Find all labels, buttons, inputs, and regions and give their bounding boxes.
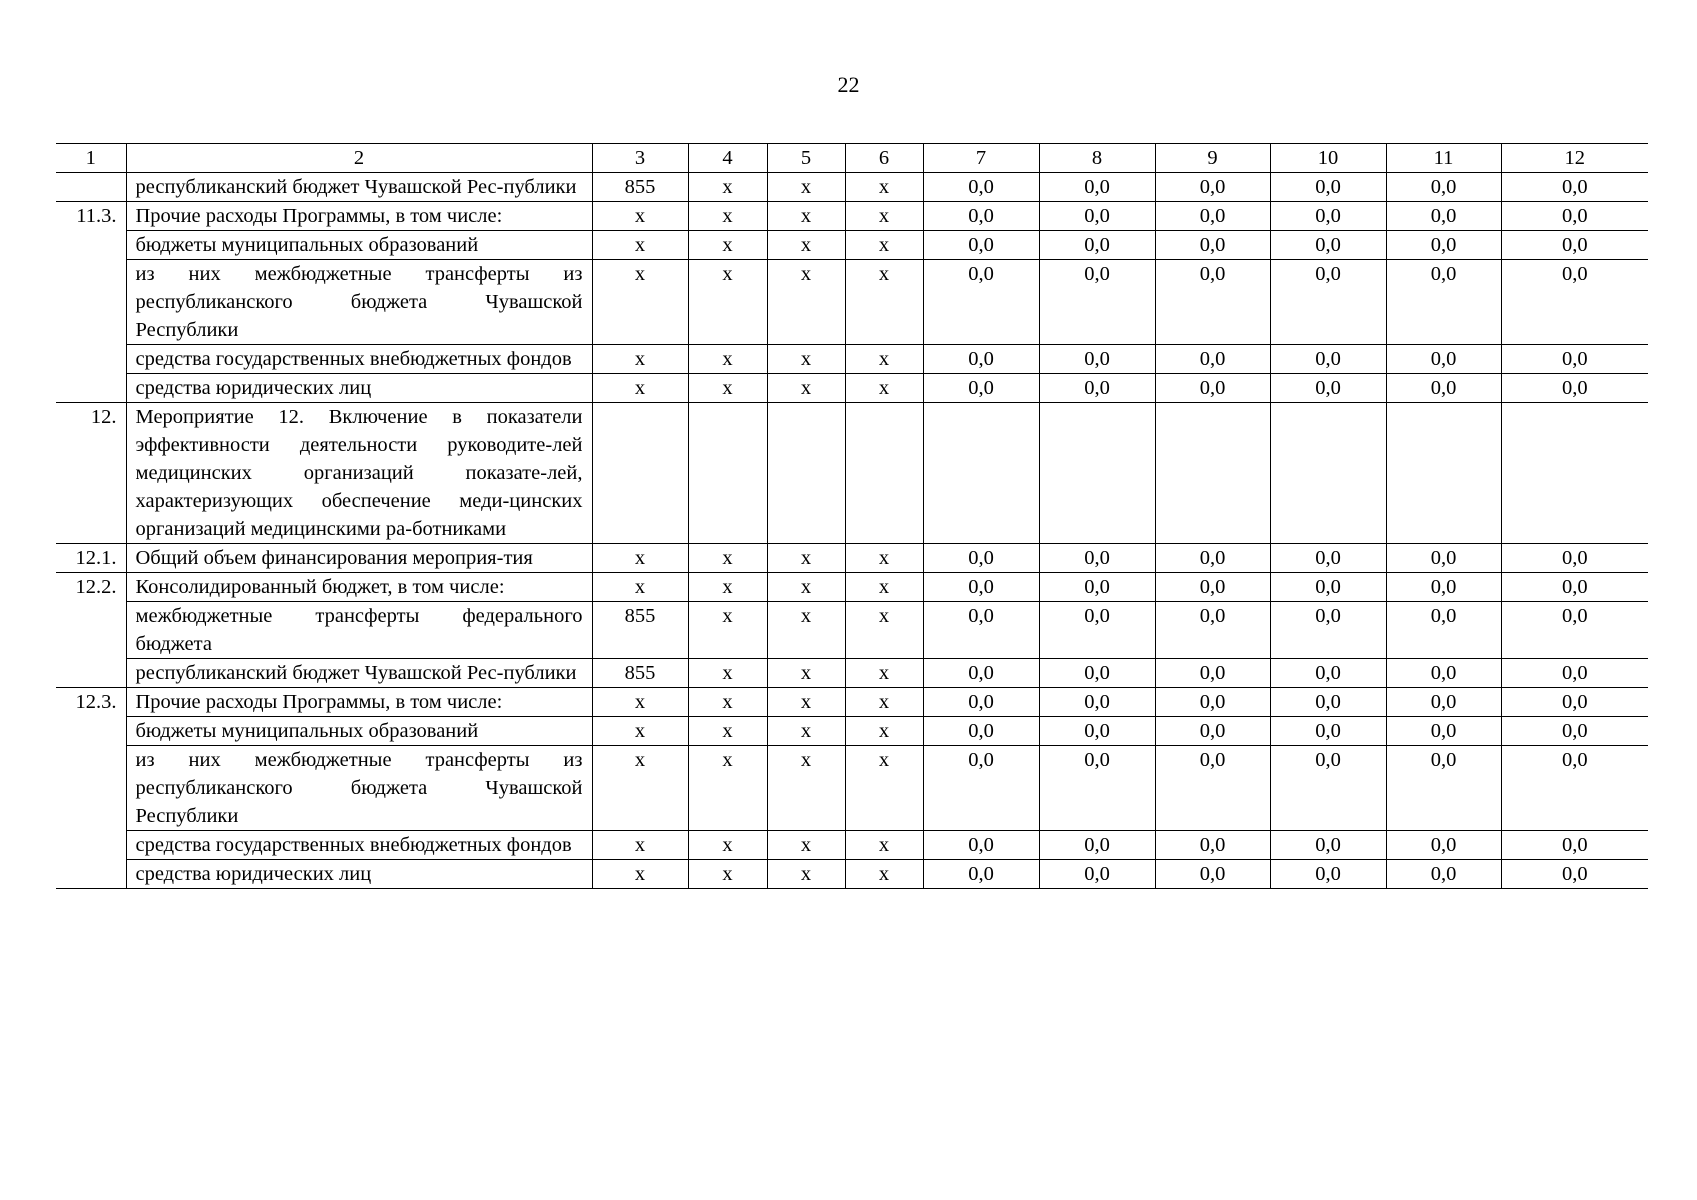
amount-cell bbox=[1501, 403, 1648, 544]
amount-cell: 0,0 bbox=[1039, 260, 1155, 345]
column-header: 9 bbox=[1155, 144, 1270, 173]
amount-cell: 0,0 bbox=[1501, 544, 1648, 573]
amount-cell: 0,0 bbox=[1155, 688, 1270, 717]
table-row bbox=[56, 746, 1648, 831]
amount-cell: 0,0 bbox=[923, 231, 1039, 260]
code-cell: x bbox=[688, 345, 767, 374]
budget-table bbox=[56, 143, 1648, 889]
code-cell: x bbox=[845, 717, 923, 746]
code-cell: x bbox=[767, 746, 845, 831]
row-name: Общий объем финансирования мероприя-тия bbox=[126, 544, 592, 573]
amount-cell: 0,0 bbox=[1155, 831, 1270, 860]
amount-cell: 0,0 bbox=[1155, 260, 1270, 345]
code-cell: x bbox=[688, 260, 767, 345]
amount-cell: 0,0 bbox=[923, 688, 1039, 717]
amount-cell: 0,0 bbox=[1039, 688, 1155, 717]
code-cell: x bbox=[845, 746, 923, 831]
amount-cell: 0,0 bbox=[1270, 374, 1386, 403]
row-name: средства государственных внебюджетных фондов bbox=[126, 345, 592, 374]
code-cell: x bbox=[688, 717, 767, 746]
row-number bbox=[56, 717, 126, 746]
amount-cell: 0,0 bbox=[1039, 374, 1155, 403]
code-cell: x bbox=[688, 544, 767, 573]
code-cell: x bbox=[845, 688, 923, 717]
kbk-code: x bbox=[592, 688, 688, 717]
row-number bbox=[56, 659, 126, 688]
amount-cell: 0,0 bbox=[1270, 231, 1386, 260]
code-cell: x bbox=[767, 573, 845, 602]
table-row bbox=[56, 173, 1648, 202]
kbk-code: x bbox=[592, 573, 688, 602]
code-cell: x bbox=[688, 688, 767, 717]
amount-cell: 0,0 bbox=[1155, 544, 1270, 573]
column-header: 6 bbox=[845, 144, 923, 173]
code-cell: x bbox=[845, 544, 923, 573]
amount-cell: 0,0 bbox=[1501, 659, 1648, 688]
amount-cell: 0,0 bbox=[1501, 688, 1648, 717]
amount-cell: 0,0 bbox=[1501, 831, 1648, 860]
amount-cell: 0,0 bbox=[1386, 345, 1501, 374]
amount-cell: 0,0 bbox=[1270, 717, 1386, 746]
amount-cell: 0,0 bbox=[1386, 746, 1501, 831]
table-row bbox=[56, 860, 1648, 889]
amount-cell: 0,0 bbox=[1270, 602, 1386, 659]
row-number: 12.3. bbox=[56, 688, 126, 717]
amount-cell: 0,0 bbox=[923, 544, 1039, 573]
amount-cell: 0,0 bbox=[1270, 659, 1386, 688]
amount-cell: 0,0 bbox=[1155, 374, 1270, 403]
amount-cell: 0,0 bbox=[1501, 202, 1648, 231]
amount-cell: 0,0 bbox=[1155, 173, 1270, 202]
column-header: 10 bbox=[1270, 144, 1386, 173]
kbk-code: x bbox=[592, 831, 688, 860]
row-number: 12.2. bbox=[56, 573, 126, 602]
code-cell: x bbox=[767, 831, 845, 860]
amount-cell: 0,0 bbox=[1270, 573, 1386, 602]
amount-cell: 0,0 bbox=[1270, 831, 1386, 860]
amount-cell: 0,0 bbox=[1270, 173, 1386, 202]
row-name: республиканский бюджет Чувашской Рес-публики bbox=[126, 173, 592, 202]
row-name: бюджеты муниципальных образований bbox=[126, 717, 592, 746]
code-cell: x bbox=[845, 173, 923, 202]
table-row bbox=[56, 345, 1648, 374]
row-name: межбюджетные трансферты федерального бюджета bbox=[126, 602, 592, 659]
table-row bbox=[56, 403, 1648, 544]
amount-cell: 0,0 bbox=[1039, 173, 1155, 202]
code-cell: x bbox=[767, 602, 845, 659]
column-header: 12 bbox=[1501, 144, 1648, 173]
amount-cell: 0,0 bbox=[1501, 260, 1648, 345]
row-name: средства юридических лиц bbox=[126, 374, 592, 403]
code-cell: x bbox=[845, 860, 923, 889]
kbk-code: x bbox=[592, 231, 688, 260]
amount-cell: 0,0 bbox=[1270, 860, 1386, 889]
row-number bbox=[56, 260, 126, 345]
row-number: 11.3. bbox=[56, 202, 126, 231]
code-cell: x bbox=[845, 374, 923, 403]
table-body bbox=[56, 144, 1648, 889]
amount-cell: 0,0 bbox=[1386, 573, 1501, 602]
amount-cell: 0,0 bbox=[923, 173, 1039, 202]
amount-cell: 0,0 bbox=[1501, 717, 1648, 746]
code-cell: x bbox=[688, 860, 767, 889]
amount-cell: 0,0 bbox=[1501, 231, 1648, 260]
row-name: средства юридических лиц bbox=[126, 860, 592, 889]
table-row bbox=[56, 231, 1648, 260]
page-number: 22 bbox=[837, 72, 860, 97]
code-cell: x bbox=[767, 717, 845, 746]
amount-cell: 0,0 bbox=[1039, 860, 1155, 889]
column-number-row bbox=[56, 144, 1648, 173]
row-number bbox=[56, 345, 126, 374]
kbk-code: x bbox=[592, 860, 688, 889]
row-name: Прочие расходы Программы, в том числе: bbox=[126, 688, 592, 717]
amount-cell: 0,0 bbox=[1501, 746, 1648, 831]
amount-cell: 0,0 bbox=[1155, 573, 1270, 602]
amount-cell: 0,0 bbox=[923, 374, 1039, 403]
amount-cell bbox=[1270, 403, 1386, 544]
code-cell: x bbox=[688, 374, 767, 403]
column-header: 7 bbox=[923, 144, 1039, 173]
code-cell: x bbox=[767, 544, 845, 573]
amount-cell: 0,0 bbox=[1039, 831, 1155, 860]
row-number: 12. bbox=[56, 403, 126, 544]
row-number bbox=[56, 746, 126, 831]
code-cell: x bbox=[688, 231, 767, 260]
code-cell: x bbox=[845, 345, 923, 374]
amount-cell: 0,0 bbox=[1386, 202, 1501, 231]
amount-cell: 0,0 bbox=[1270, 688, 1386, 717]
amount-cell: 0,0 bbox=[1501, 573, 1648, 602]
amount-cell: 0,0 bbox=[1155, 602, 1270, 659]
amount-cell: 0,0 bbox=[923, 345, 1039, 374]
code-cell: x bbox=[845, 659, 923, 688]
kbk-code: x bbox=[592, 717, 688, 746]
amount-cell: 0,0 bbox=[1270, 746, 1386, 831]
row-name: Прочие расходы Программы, в том числе: bbox=[126, 202, 592, 231]
amount-cell: 0,0 bbox=[1501, 345, 1648, 374]
amount-cell: 0,0 bbox=[1155, 659, 1270, 688]
table-row bbox=[56, 573, 1648, 602]
code-cell: x bbox=[845, 573, 923, 602]
row-name: бюджеты муниципальных образований bbox=[126, 231, 592, 260]
column-header: 3 bbox=[592, 144, 688, 173]
amount-cell: 0,0 bbox=[1386, 231, 1501, 260]
amount-cell: 0,0 bbox=[1501, 173, 1648, 202]
kbk-code: x bbox=[592, 260, 688, 345]
amount-cell: 0,0 bbox=[1386, 374, 1501, 403]
amount-cell: 0,0 bbox=[1501, 602, 1648, 659]
code-cell: x bbox=[845, 602, 923, 659]
amount-cell: 0,0 bbox=[923, 659, 1039, 688]
row-name: средства государственных внебюджетных фондов bbox=[126, 831, 592, 860]
row-number bbox=[56, 860, 126, 889]
table-row bbox=[56, 602, 1648, 659]
kbk-code: 855 bbox=[592, 173, 688, 202]
code-cell: x bbox=[845, 231, 923, 260]
amount-cell: 0,0 bbox=[1039, 231, 1155, 260]
kbk-code: 855 bbox=[592, 659, 688, 688]
amount-cell: 0,0 bbox=[1155, 717, 1270, 746]
amount-cell: 0,0 bbox=[1039, 659, 1155, 688]
table-row bbox=[56, 831, 1648, 860]
row-name: из них межбюджетные трансферты из республиканского бюджета Чувашской Республики bbox=[126, 260, 592, 345]
kbk-code: x bbox=[592, 374, 688, 403]
kbk-code: 855 bbox=[592, 602, 688, 659]
table-row bbox=[56, 202, 1648, 231]
amount-cell: 0,0 bbox=[923, 860, 1039, 889]
code-cell: x bbox=[845, 202, 923, 231]
row-number bbox=[56, 831, 126, 860]
code-cell: x bbox=[767, 202, 845, 231]
amount-cell: 0,0 bbox=[1039, 202, 1155, 231]
amount-cell bbox=[1155, 403, 1270, 544]
column-header: 11 bbox=[1386, 144, 1501, 173]
amount-cell bbox=[1386, 403, 1501, 544]
amount-cell: 0,0 bbox=[1270, 345, 1386, 374]
table-row bbox=[56, 688, 1648, 717]
code-cell: x bbox=[688, 831, 767, 860]
amount-cell: 0,0 bbox=[1270, 544, 1386, 573]
kbk-code bbox=[592, 403, 688, 544]
table-row bbox=[56, 717, 1648, 746]
kbk-code: x bbox=[592, 746, 688, 831]
row-name: республиканский бюджет Чувашской Рес-публики bbox=[126, 659, 592, 688]
amount-cell: 0,0 bbox=[1501, 374, 1648, 403]
table-row bbox=[56, 659, 1648, 688]
amount-cell: 0,0 bbox=[1155, 231, 1270, 260]
amount-cell: 0,0 bbox=[1386, 602, 1501, 659]
amount-cell: 0,0 bbox=[1386, 860, 1501, 889]
code-cell: x bbox=[767, 688, 845, 717]
row-name: Консолидированный бюджет, в том числе: bbox=[126, 573, 592, 602]
amount-cell: 0,0 bbox=[1386, 688, 1501, 717]
kbk-code: x bbox=[592, 544, 688, 573]
code-cell: x bbox=[688, 573, 767, 602]
column-header: 2 bbox=[126, 144, 592, 173]
code-cell: x bbox=[767, 260, 845, 345]
row-name: Мероприятие 12. Включение в показатели эффективности деятельности руководите-лей медицинских организаций показате-лей, характеризующих обеспечение меди-цинских организаций медицинскими ра-ботниками bbox=[126, 403, 592, 544]
amount-cell: 0,0 bbox=[1155, 746, 1270, 831]
amount-cell: 0,0 bbox=[1386, 173, 1501, 202]
amount-cell: 0,0 bbox=[923, 746, 1039, 831]
row-number: 12.1. bbox=[56, 544, 126, 573]
amount-cell: 0,0 bbox=[1501, 860, 1648, 889]
code-cell: x bbox=[688, 173, 767, 202]
amount-cell: 0,0 bbox=[1039, 602, 1155, 659]
column-header: 5 bbox=[767, 144, 845, 173]
amount-cell: 0,0 bbox=[923, 260, 1039, 345]
code-cell: x bbox=[767, 231, 845, 260]
kbk-code: x bbox=[592, 345, 688, 374]
column-header: 4 bbox=[688, 144, 767, 173]
table-row bbox=[56, 374, 1648, 403]
code-cell bbox=[845, 403, 923, 544]
amount-cell: 0,0 bbox=[1270, 260, 1386, 345]
column-header: 8 bbox=[1039, 144, 1155, 173]
amount-cell bbox=[1039, 403, 1155, 544]
code-cell: x bbox=[767, 374, 845, 403]
amount-cell: 0,0 bbox=[923, 831, 1039, 860]
column-header: 1 bbox=[56, 144, 126, 173]
amount-cell: 0,0 bbox=[1386, 659, 1501, 688]
amount-cell: 0,0 bbox=[923, 602, 1039, 659]
code-cell bbox=[688, 403, 767, 544]
amount-cell: 0,0 bbox=[923, 573, 1039, 602]
amount-cell: 0,0 bbox=[1386, 544, 1501, 573]
amount-cell: 0,0 bbox=[1386, 260, 1501, 345]
amount-cell: 0,0 bbox=[1155, 860, 1270, 889]
table-row bbox=[56, 260, 1648, 345]
row-number bbox=[56, 173, 126, 202]
code-cell: x bbox=[688, 659, 767, 688]
amount-cell: 0,0 bbox=[923, 202, 1039, 231]
code-cell bbox=[767, 403, 845, 544]
amount-cell: 0,0 bbox=[1039, 345, 1155, 374]
table-row bbox=[56, 544, 1648, 573]
amount-cell: 0,0 bbox=[1155, 202, 1270, 231]
code-cell: x bbox=[688, 202, 767, 231]
amount-cell: 0,0 bbox=[923, 717, 1039, 746]
code-cell: x bbox=[688, 602, 767, 659]
code-cell: x bbox=[845, 831, 923, 860]
amount-cell: 0,0 bbox=[1039, 544, 1155, 573]
row-number bbox=[56, 602, 126, 659]
code-cell: x bbox=[767, 860, 845, 889]
amount-cell bbox=[923, 403, 1039, 544]
code-cell: x bbox=[767, 659, 845, 688]
amount-cell: 0,0 bbox=[1155, 345, 1270, 374]
amount-cell: 0,0 bbox=[1386, 717, 1501, 746]
row-name: из них межбюджетные трансферты из республиканского бюджета Чувашской Республики bbox=[126, 746, 592, 831]
code-cell: x bbox=[845, 260, 923, 345]
code-cell: x bbox=[767, 173, 845, 202]
amount-cell: 0,0 bbox=[1039, 573, 1155, 602]
code-cell: x bbox=[688, 746, 767, 831]
amount-cell: 0,0 bbox=[1270, 202, 1386, 231]
amount-cell: 0,0 bbox=[1386, 831, 1501, 860]
amount-cell: 0,0 bbox=[1039, 717, 1155, 746]
row-number bbox=[56, 231, 126, 260]
row-number bbox=[56, 374, 126, 403]
code-cell: x bbox=[767, 345, 845, 374]
amount-cell: 0,0 bbox=[1039, 746, 1155, 831]
kbk-code: x bbox=[592, 202, 688, 231]
